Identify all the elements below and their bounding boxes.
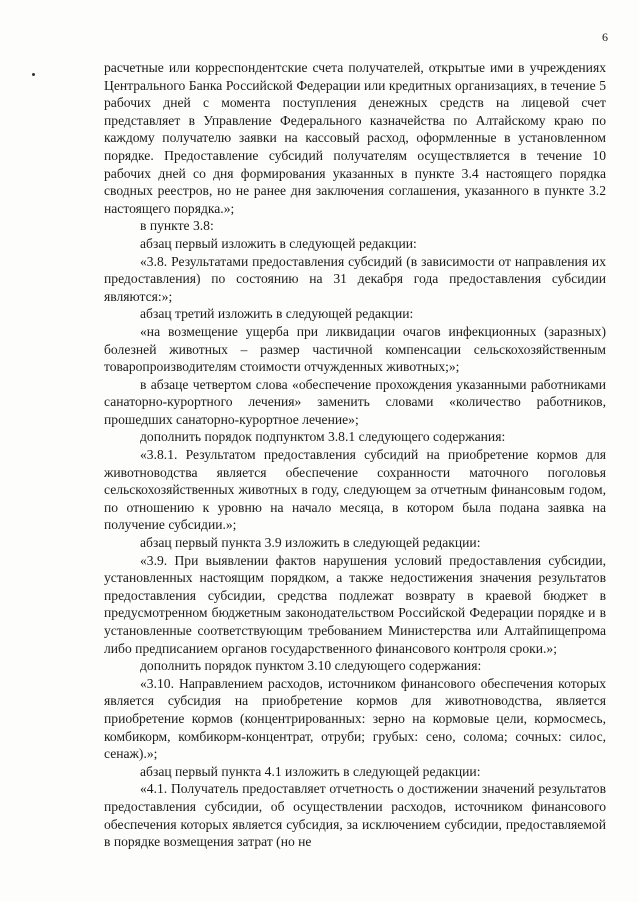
paragraph: «на возмещение ущерба при ликвидации очагов инфекционных (заразных) болезней животных – размер частичной компенсации сельскохозяйственным товаропроизводителям стоимости отчужденных животных;»; <box>104 323 606 375</box>
paragraph: абзац первый пункта 4.1 изложить в следующей редакции: <box>140 763 481 779</box>
page-number: 6 <box>602 30 608 44</box>
paragraph: расчетные или корреспондентские счета получателей, открытые ими в учреждениях Центрального Банка Российской Федерации или кредитных организациях, в течение 5 рабочих дней с момента поступления денежных средств на лицевой счет представляет в Управление Федерального казначейства по Алтайскому краю по каждому получателю заявки на кассовый расход, оформленные в установленном порядке. Предоставление субсидий получателям осуществляется в течение 10 рабочих дней со дня формирования указанных в пункте 3.4 настоящего порядка сводных реестров, но не ранее дня заключения соглашения, указанного в пункте 3.2 настоящего порядка.»; <box>104 60 606 216</box>
paragraph: абзац первый пункта 3.9 изложить в следующей редакции: <box>140 535 481 551</box>
paragraph: в абзаце четвертом слова «обеспечение прохождения указанными работниками санаторно-курортного лечения» заменить словами «количество работников, прошедших санаторно-курортное лечение»; <box>104 376 606 427</box>
paragraph: абзац первый изложить в следующей редакции: <box>140 235 417 251</box>
document-body <box>104 59 606 851</box>
paragraph: «3.8.1. Результатом предоставления субсидий на приобретение кормов для животноводства является обеспечение сохранности маточного поголовья сельскохозяйственных животных в году, следующем за отчетным финансовым годом, по отношению к уровню на начало месяца, в котором была подана заявка на получение субсидии.»; <box>104 447 606 533</box>
paragraph: дополнить порядок подпунктом 3.8.1 следующего содержания: <box>140 429 506 445</box>
paragraph: дополнить порядок пунктом 3.10 следующего содержания: <box>140 658 482 674</box>
paragraph: «4.1. Получатель предоставляет отчетность о достижении значений результатов предоставления субсидии, об осуществлении расходов, источником финансового обеспечения которых является субсидия, за исключением субсидии, предоставляемой в порядке возмещения затрат (но не <box>104 781 606 850</box>
scan-artifact-dot <box>32 73 35 76</box>
paragraph: в пункте 3.8: <box>140 218 214 234</box>
paragraph: абзац третий изложить в следующей редакции: <box>140 306 414 322</box>
paragraph: «3.10. Направлением расходов, источником финансового обеспечения которых является субсидия на приобретение кормов для животноводства, является приобретение кормов (концентрированных: зерно на кормовые цели, кормосмесь, комбикорм, комбикорм-концентрат, отруби; грубых: сено, солома; сочных: силос, сенаж).»; <box>104 675 606 762</box>
paragraph: «3.8. Результатами предоставления субсидий (в зависимости от направления их предоставления) по состоянию на 31 декабря года предоставления субсидии являются:»; <box>104 253 606 304</box>
paragraph: «3.9. При выявлении фактов нарушения условий предоставления субсидии, установленных настоящим порядком, а также недостижения значения результатов предоставления субсидии, средства подлежат возврату в краевой бюджет в предусмотренном бюджетным законодательством Российской Федерации порядке и в установленные соответствующим требованием Министерства или Алтайпищепрома либо предписанием органов государственного финансового контроля сроки.»; <box>104 552 606 656</box>
